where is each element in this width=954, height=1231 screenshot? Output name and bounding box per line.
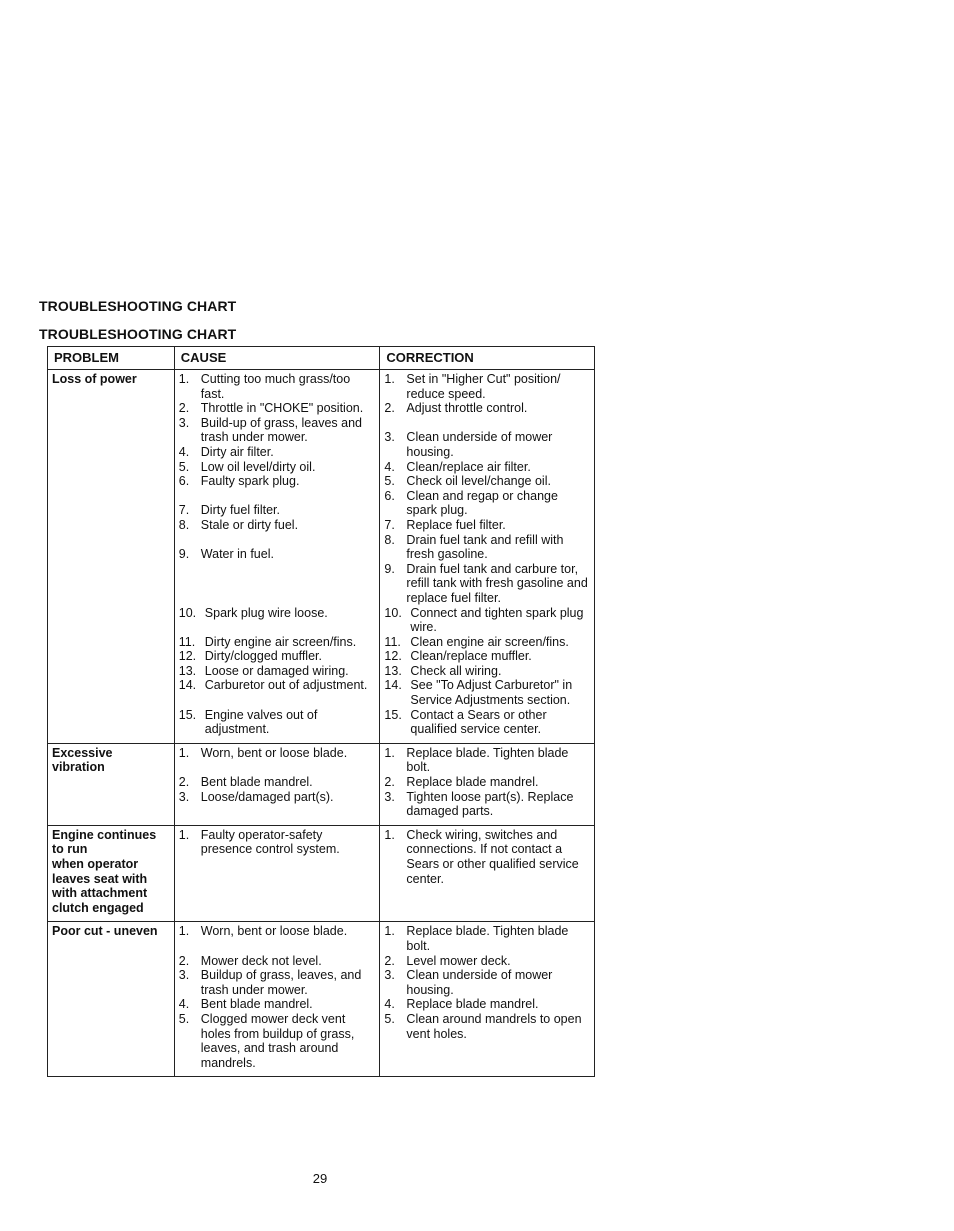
chart-heading: TROUBLESHOOTING CHART (39, 326, 237, 342)
list-item: 14. See "To Adjust Carburetor" in Service Adjustments section. (384, 678, 573, 708)
list-item: 1. Cutting too much grass/too fast. (178, 372, 351, 401)
list-item: 14. Carburetor out of adjustment. (178, 678, 368, 693)
list-item: 2. Mower deck not level. (178, 953, 322, 968)
list-item: 3. Loose/damaged part(s). (178, 789, 334, 804)
list-item: 4. Replace blade mandrel. (384, 997, 539, 1012)
problem-label: when operator (52, 857, 139, 872)
list-item: 13. Loose or damaged wiring. (178, 663, 349, 678)
list-item: 1. Check wiring, switches and connections. If not contact a Sears or other qualified service center. (384, 827, 579, 886)
list-item: 3. Clean underside of mower housing. (384, 968, 553, 997)
table-row (48, 922, 595, 1077)
problem-cell (48, 825, 175, 922)
list-item: 5. Clogged mower deck vent holes from buildup of grass, leaves, and trash around mandrels. (178, 1011, 355, 1070)
problem-label: Poor cut - uneven (52, 924, 158, 939)
list-item: 10. Connect and tighten spark plug wire. (384, 605, 584, 635)
list-item: 7. Dirty fuel filter. (178, 503, 280, 518)
list-item: 5. Low oil level/dirty oil. (178, 459, 316, 474)
list-item: 1. Worn, bent or loose blade. (178, 924, 348, 939)
list-item: 2. Bent blade mandrel. (178, 775, 313, 790)
correction-cell (380, 825, 595, 922)
table-row (48, 370, 595, 744)
list-item: 3. Buildup of grass, leaves, and trash under mower. (178, 968, 362, 997)
list-item: 1. Faulty operator-safety presence control system. (178, 827, 340, 857)
problem-label: clutch engaged (52, 900, 144, 915)
cause-cell (174, 743, 380, 825)
correction-cell (380, 743, 595, 825)
page-heading: TROUBLESHOOTING CHART (39, 298, 237, 314)
problem-label: Engine continues (52, 827, 157, 842)
problem-label: leaves seat with (52, 871, 148, 886)
cause-cell (174, 922, 380, 1077)
cause-cell (174, 825, 380, 922)
list-item: 11. Dirty engine air screen/fins. (178, 634, 357, 649)
list-item: 9. Drain fuel tank and carbure tor, refill tank with fresh gasoline and replace fuel filter. (384, 561, 588, 605)
table-header-row (48, 347, 595, 370)
list-item: 6. Clean and regap or change spark plug. (384, 488, 558, 518)
list-item: 12. Dirty/clogged muffler. (178, 649, 322, 664)
column-header-problem: PROBLEM (48, 347, 175, 370)
list-item: 5. Check oil level/change oil. (384, 474, 551, 489)
list-item: 1. Replace blade. Tighten blade bolt. (384, 924, 569, 953)
page-number: 29 (312, 1171, 328, 1186)
correction-cell (380, 922, 595, 1077)
list-item: 4. Dirty air filter. (178, 444, 274, 459)
list-item: 1. Set in "Higher Cut" position/ reduce speed. (384, 372, 561, 401)
list-item: 8. Stale or dirty fuel. (178, 517, 299, 532)
list-item: 1. Worn, bent or loose blade. (178, 745, 348, 760)
list-item: 2. Throttle in "CHOKE" position. (178, 401, 364, 416)
list-item: 4. Bent blade mandrel. (178, 997, 313, 1012)
table-row (48, 825, 595, 922)
problem-cell (48, 922, 175, 1077)
problem-label: to run (52, 842, 88, 857)
list-item: 2. Level mower deck. (384, 953, 511, 968)
table-row (48, 743, 595, 825)
list-item: 2. Replace blade mandrel. (384, 775, 539, 790)
problem-cell (48, 743, 175, 825)
list-item: 9. Water in fuel. (178, 547, 274, 562)
column-header-cause: CAUSE (174, 347, 380, 370)
list-item: 10. Spark plug wire loose. (178, 605, 328, 620)
column-header-correction: CORRECTION (380, 347, 595, 370)
troubleshooting-table (47, 346, 595, 1077)
list-item: 5. Clean around mandrels to open vent holes. (384, 1011, 582, 1041)
problem-label: with attachment (52, 886, 148, 901)
list-item: 2. Adjust throttle control. (384, 401, 528, 416)
list-item: 8. Drain fuel tank and refill with fresh gasoline. (384, 532, 564, 562)
list-item: 6. Faulty spark plug. (178, 474, 300, 489)
list-item: 15. Engine valves out of adjustment. (178, 707, 318, 737)
list-item: 12. Clean/replace muffler. (384, 649, 532, 664)
list-item: 4. Clean/replace air filter. (384, 459, 531, 474)
cause-cell (174, 370, 380, 744)
list-item: 3. Clean underside of mower housing. (384, 430, 553, 459)
list-item: 11. Clean engine air screen/fins. (384, 634, 569, 649)
problem-label: Excessive (52, 745, 113, 760)
list-item: 3. Tighten loose part(s). Replace damaged parts. (384, 789, 574, 819)
problem-label: vibration (52, 760, 105, 775)
list-item: 15. Contact a Sears or other qualified service center. (384, 707, 547, 737)
list-item: 7. Replace fuel filter. (384, 517, 506, 532)
correction-cell (380, 370, 595, 744)
problem-cell (48, 370, 175, 744)
list-item: 1. Replace blade. Tighten blade bolt. (384, 745, 569, 775)
list-item: 3. Build-up of grass, leaves and trash under mower. (178, 415, 362, 445)
list-item: 13. Check all wiring. (384, 663, 502, 678)
problem-label: Loss of power (52, 372, 137, 386)
